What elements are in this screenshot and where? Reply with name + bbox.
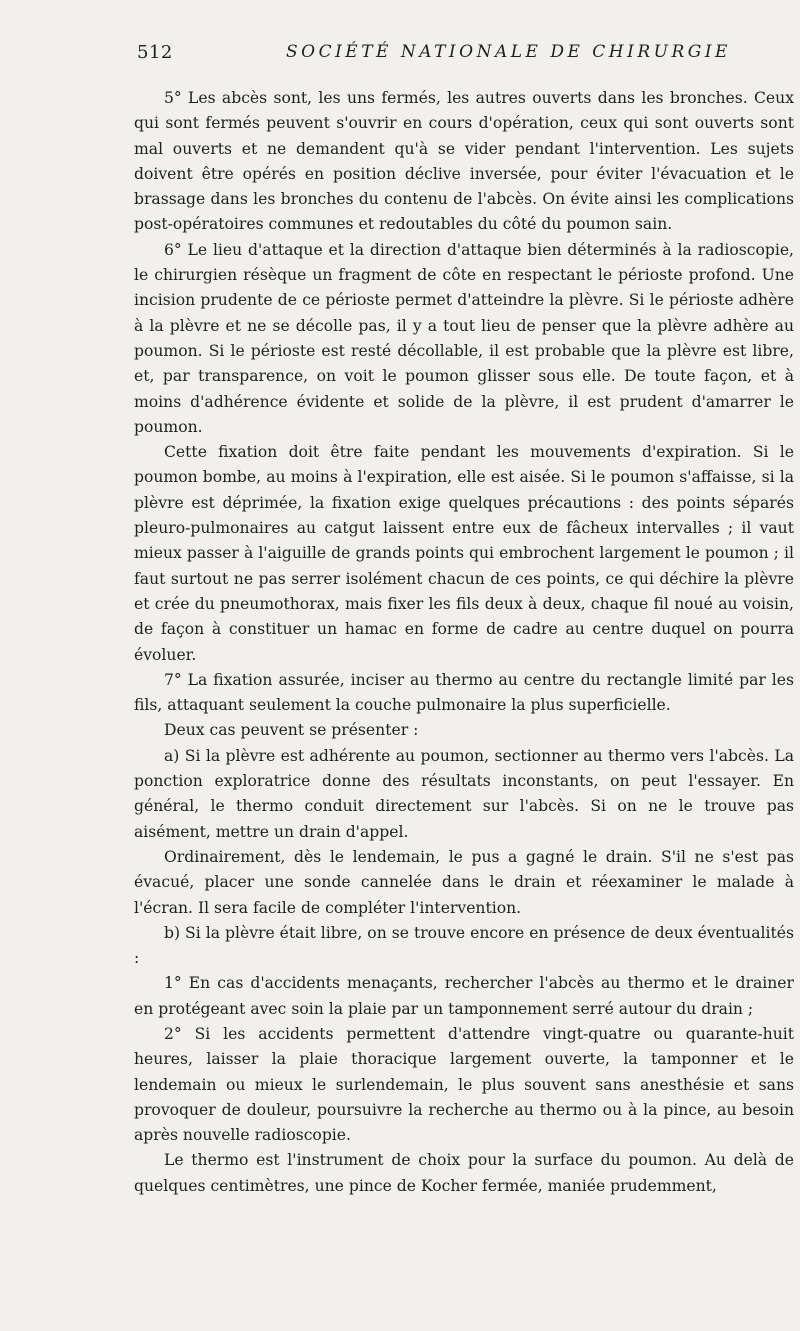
- paragraph: Ordinairement, dès le lendemain, le pus a gagné le drain. S'il ne s'est pas évacué, placer une sonde cannelée dans le drain et réexaminer le malade à l'écran. Il sera facile de compléter l'intervention.: [134, 847, 794, 917]
- paragraph: 2° Si les accidents permettent d'attendre vingt-quatre ou quarante-huit heures, laisser la plaie thoracique largement ouverte, la tamponner et le lendemain ou mieux le surlendemain, le plus souvent sans anesthésie et sans provoquer de douleur, poursuivre la recherche au thermo ou à la pince, au besoin après nouvelle radioscopie.: [134, 1024, 794, 1145]
- paragraph: 6° Le lieu d'attaque et la direction d'attaque bien déterminés à la radioscopie, le chirurgien résèque un fragment de côte en respectant le périoste profond. Une incision prudente de ce périoste permet d'atteindre la plèvre. Si le périoste adhère à la plèvre et ne se décolle pas, il y a tout lieu de penser que la plèvre adhère au poumon. Si le périoste est resté décollable, il est probable que la plèvre est libre, et, par transparence, on voit le poumon glisser sous elle. De toute façon, et à moins d'adhérence évidente et solide de la plèvre, il est prudent d'amarrer le poumon.: [134, 240, 794, 436]
- paragraph: 1° En cas d'accidents menaçants, rechercher l'abcès au thermo et le drainer en protégeant avec soin la plaie par un tamponnement serré autour du drain ;: [134, 974, 794, 1018]
- paragraph: a) Si la plèvre est adhérente au poumon, sectionner au thermo vers l'abcès. La ponction exploratrice donne des résultats inconstants, on peut l'essayer. En général, le thermo conduit directement sur l'abcès. Si on ne le trouve pas aisément, mettre un drain d'appel.: [134, 746, 794, 841]
- paragraph: Cette fixation doit être faite pendant les mouvements d'expiration. Si le poumon bombe, au moins à l'expiration, elle est aisée. Si le poumon s'affaisse, si la plèvre est déprimée, la fixation exige quelques précautions : des points séparés pleuro-pulmonaires au catgut laissent entre eux de fâcheux intervalles ; il vaut mieux passer à l'aiguille de grands points qui embrochent largement le poumon ; il faut surtout ne pas serrer isolément chacun de ces points, ce qui déchire la plèvre et crée du pneumothorax, mais fixer les fils deux à deux, chaque fil noué au voisin, de façon à constituer un hamac en forme de cadre au centre duquel on pourra évoluer.: [134, 443, 794, 664]
- body-text: [134, 86, 794, 1199]
- paragraph: b) Si la plèvre était libre, on se trouve encore en présence de deux éventualités :: [134, 923, 794, 968]
- running-title: SOCIÉTÉ NATIONALE DE CHIRURGIE: [286, 42, 731, 62]
- page-number: 512: [137, 42, 173, 63]
- paragraph: Le thermo est l'instrument de choix pour la surface du poumon. Au delà de quelques centimètres, une pince de Kocher fermée, maniée prudemment,: [134, 1151, 794, 1195]
- paragraph: 5° Les abcès sont, les uns fermés, les autres ouverts dans les bronches. Ceux qui sont fermés peuvent s'ouvrir en cours d'opération, ceux qui sont ouverts sont mal ouverts et ne demandent qu'à se vider pendant l'intervention. Les sujets doivent être opérés en position déclive inversée, pour éviter l'évacuation et le brassage dans les bronches du contenu de l'abcès. On évite ainsi les complications post-opératoires communes et redoutables du côté du poumon sain.: [134, 89, 794, 234]
- paragraph: 7° La fixation assurée, inciser au thermo au centre du rectangle limité par les fils, attaquant seulement la couche pulmonaire la plus superficielle.: [134, 670, 794, 715]
- paragraph: Deux cas peuvent se présenter :: [164, 721, 419, 740]
- page-header: [137, 42, 792, 70]
